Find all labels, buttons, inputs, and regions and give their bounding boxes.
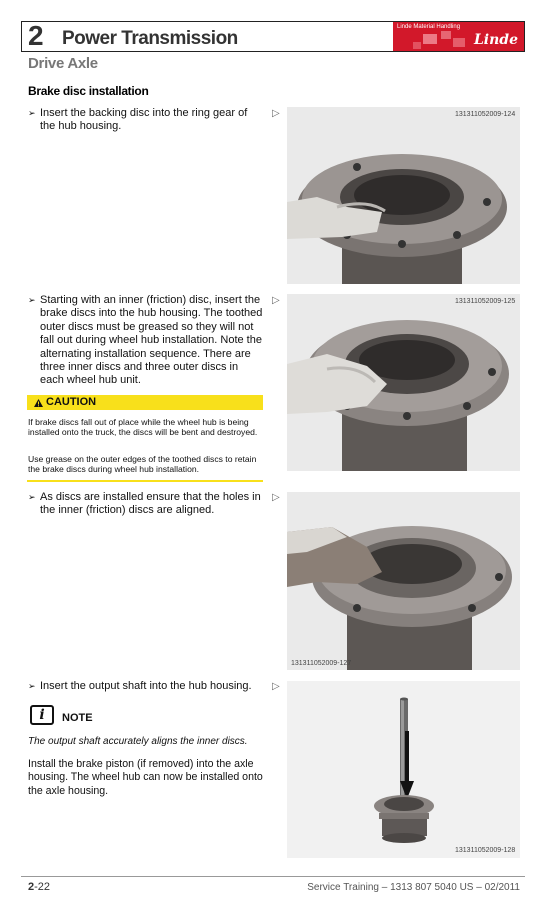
step-photo	[287, 294, 520, 471]
info-note-icon: i	[30, 705, 54, 725]
bullet-arrow-icon: ➢	[28, 681, 36, 691]
install-paragraph: Install the brake piston (if removed) into the axle housing. The wheel hub can now be installed onto the axle housing.	[28, 758, 263, 797]
footer-document-id: Service Training – 1313 807 5040 US – 02/2011	[307, 882, 520, 893]
brake-disc-insertion-illustration	[287, 294, 520, 471]
section-title: Drive Axle	[28, 55, 98, 72]
step-text: Insert the output shaft into the hub housing.	[40, 680, 252, 692]
caution-underline	[27, 480, 263, 482]
note-label: NOTE	[62, 712, 93, 724]
step-text: Insert the backing disc into the ring gear of the hub housing.	[40, 107, 248, 133]
image-caption: 131311052009-124	[455, 111, 516, 118]
footer-rule	[21, 876, 525, 877]
pointer-triangle-icon: ▷	[272, 108, 280, 119]
pointer-triangle-icon: ▷	[272, 492, 280, 503]
page-index: -22	[34, 881, 51, 893]
output-shaft-illustration	[287, 681, 520, 858]
step-item	[28, 491, 268, 521]
bullet-arrow-icon: ➢	[28, 295, 36, 305]
step-photo	[287, 492, 520, 670]
hub-backing-disc-illustration	[287, 107, 520, 284]
step-item	[28, 294, 268, 389]
step-item	[28, 680, 268, 695]
brand-small-text: Linde Material Handling	[397, 24, 461, 30]
step-text: Starting with an inner (friction) disc, insert the brake discs into the hub housing. The toothed outer discs must be greased so they will not fall out during wheel hub installation. Note the alternating installation sequence. There are three inner discs and three outer discs in each wheel hub unit.	[40, 294, 263, 387]
bullet-arrow-icon: ➢	[28, 492, 36, 502]
step-text: As discs are installed ensure that the holes in the inner (friction) discs are aligned.	[40, 491, 261, 517]
subsection-title: Brake disc installation	[28, 84, 149, 98]
image-caption: 131311052009-125	[455, 298, 516, 305]
pointer-triangle-icon: ▷	[272, 681, 280, 692]
bullet-arrow-icon: ➢	[28, 108, 36, 118]
chapter-number: 2	[28, 20, 44, 51]
page-number	[28, 881, 50, 894]
caution-label: CAUTION	[46, 396, 97, 408]
step-photo	[287, 681, 520, 858]
warning-triangle-icon	[34, 399, 43, 407]
note-text: The output shaft accurately aligns the inner discs.	[28, 736, 248, 747]
step-item	[28, 107, 268, 137]
caution-text-1: If brake discs fall out of place while the wheel hub is being installed onto the truck, the discs will be bent and destroyed.	[28, 417, 258, 438]
image-caption: 131311052009-128	[455, 847, 516, 854]
image-caption: 131311052009-127	[291, 660, 352, 667]
step-photo	[287, 107, 520, 284]
brand-logo-banner	[393, 22, 524, 51]
pointer-triangle-icon: ▷	[272, 295, 280, 306]
page-chapter: 2	[28, 881, 35, 893]
chapter-title: Power Transmission	[62, 28, 238, 49]
caution-text-2: Use grease on the outer edges of the toothed discs to retain the brake discs during wheel hub installation.	[28, 454, 257, 475]
linde-logo: Linde	[473, 32, 518, 48]
disc-alignment-illustration	[287, 492, 520, 670]
